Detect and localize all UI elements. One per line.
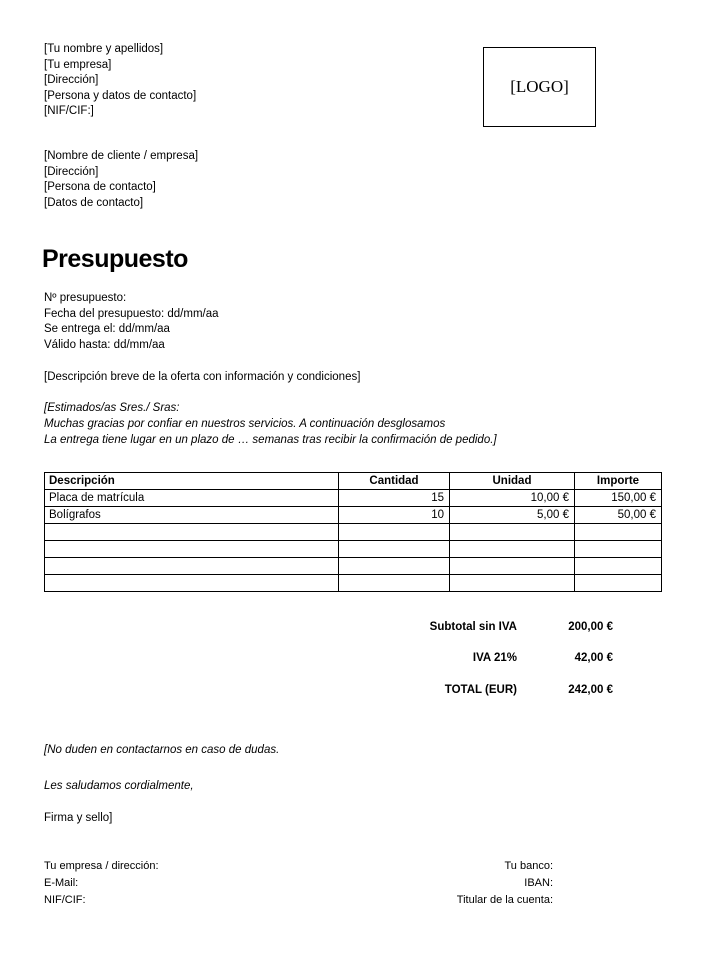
- quote-date-line: Fecha del presupuesto: dd/mm/aa: [44, 307, 219, 320]
- sender-contact-line: [Persona y datos de contacto]: [44, 89, 197, 102]
- client-name-line: [Nombre de cliente / empresa]: [44, 150, 199, 162]
- client-address-block: [44, 149, 198, 211]
- footer-email-line: E-Mail:: [44, 876, 79, 889]
- sender-name-line: [Tu nombre y apellidos]: [44, 43, 164, 55]
- header-amount: Importe: [575, 473, 662, 490]
- offer-description-note: [Descripción breve de la oferta con información y condiciones]: [44, 371, 361, 383]
- vat-row: [250, 652, 613, 669]
- item-quantity-cell: [339, 524, 450, 541]
- sender-company-line: [Tu empresa]: [44, 58, 112, 71]
- vat-label: IVA 21%: [472, 652, 517, 664]
- item-unit-price-cell: [450, 575, 575, 592]
- client-contact-data-line: [Datos de contacto]: [44, 196, 144, 209]
- item-amount-cell: [575, 541, 662, 558]
- table-row-empty: [45, 575, 662, 592]
- item-quantity-cell: 10: [339, 507, 450, 524]
- sender-taxid-line: [NIF/CIF:]: [44, 105, 94, 117]
- item-amount-cell: [575, 575, 662, 592]
- table-row-empty: [45, 558, 662, 575]
- item-description-cell: [45, 558, 339, 575]
- item-quantity-cell: [339, 541, 450, 558]
- line-items-table: [44, 472, 662, 592]
- footer-account-holder-line: Titular de la cuenta:: [456, 893, 553, 906]
- footer-iban-line: IBAN:: [524, 876, 553, 889]
- signature-stamp-line: Firma y sello]: [44, 812, 113, 824]
- footer-bank-block: [353, 858, 553, 908]
- item-amount-cell: 50,00 €: [575, 507, 662, 524]
- item-unit-price-cell: [450, 558, 575, 575]
- table-row-empty: [45, 524, 662, 541]
- total-row: [250, 684, 613, 701]
- item-quantity-cell: 15: [339, 490, 450, 507]
- item-unit-price-cell: [450, 541, 575, 558]
- item-description-cell: [45, 524, 339, 541]
- document-title: Presupuesto: [42, 245, 188, 273]
- quote-number-line: Nº presupuesto:: [44, 292, 127, 304]
- table-row: [45, 490, 662, 507]
- item-description-cell: Bolígrafos: [45, 507, 339, 524]
- item-amount-cell: [575, 524, 662, 541]
- delivery-date-line: Se entrega el: dd/mm/aa: [44, 323, 170, 335]
- subtotal-row: [250, 621, 613, 638]
- table-header-row: [45, 473, 662, 490]
- sender-address-block: [44, 42, 196, 120]
- client-contact-person-line: [Persona de contacto]: [44, 181, 156, 193]
- subtotal-label: Subtotal sin IVA: [429, 621, 517, 633]
- header-description: Descripción: [45, 473, 339, 490]
- footer-company-address-line: Tu empresa / dirección:: [44, 860, 159, 872]
- total-label: TOTAL (EUR): [444, 684, 517, 696]
- sender-street-line: [Dirección]: [44, 74, 99, 86]
- item-description-cell: [45, 575, 339, 592]
- item-unit-price-cell: [450, 524, 575, 541]
- valid-until-line: Válido hasta: dd/mm/aa: [44, 338, 165, 351]
- closing-contact-line: [No duden en contactarnos en caso de dudas.: [44, 744, 280, 756]
- footer-company-block: [44, 858, 159, 908]
- greeting-delivery-line: La entrega tiene lugar en un plazo de … semanas tras recibir la confirmación de pedido.]: [44, 434, 497, 447]
- total-value: 242,00 €: [568, 684, 613, 696]
- item-quantity-cell: [339, 558, 450, 575]
- table-row-empty: [45, 541, 662, 558]
- greeting-thanks-line: Muchas gracias por confiar en nuestros servicios. A continuación desglosamos: [44, 418, 446, 431]
- footer-taxid-line: NIF/CIF:: [44, 893, 86, 906]
- quote-details-block: [44, 291, 219, 353]
- item-unit-price-cell: 5,00 €: [450, 507, 575, 524]
- item-description-cell: Placa de matrícula: [45, 490, 339, 507]
- item-amount-cell: 150,00 €: [575, 490, 662, 507]
- closing-regards-line: Les saludamos cordialmente,: [44, 780, 194, 792]
- vat-value: 42,00 €: [574, 652, 613, 664]
- item-description-cell: [45, 541, 339, 558]
- item-quantity-cell: [339, 575, 450, 592]
- client-street-line: [Dirección]: [44, 165, 99, 178]
- subtotal-value: 200,00 €: [568, 621, 613, 633]
- table-row: [45, 507, 662, 524]
- greeting-salutation-line: [Estimados/as Sres./ Sras:: [44, 402, 180, 414]
- item-unit-price-cell: 10,00 €: [450, 490, 575, 507]
- item-amount-cell: [575, 558, 662, 575]
- greeting-paragraph: [44, 400, 497, 449]
- logo-placeholder-label: [LOGO]: [510, 77, 569, 96]
- header-quantity: Cantidad: [339, 473, 450, 490]
- logo-placeholder-box: [483, 47, 596, 127]
- footer-bank-line: Tu banco:: [504, 860, 553, 872]
- header-unit-price: Unidad: [450, 473, 575, 490]
